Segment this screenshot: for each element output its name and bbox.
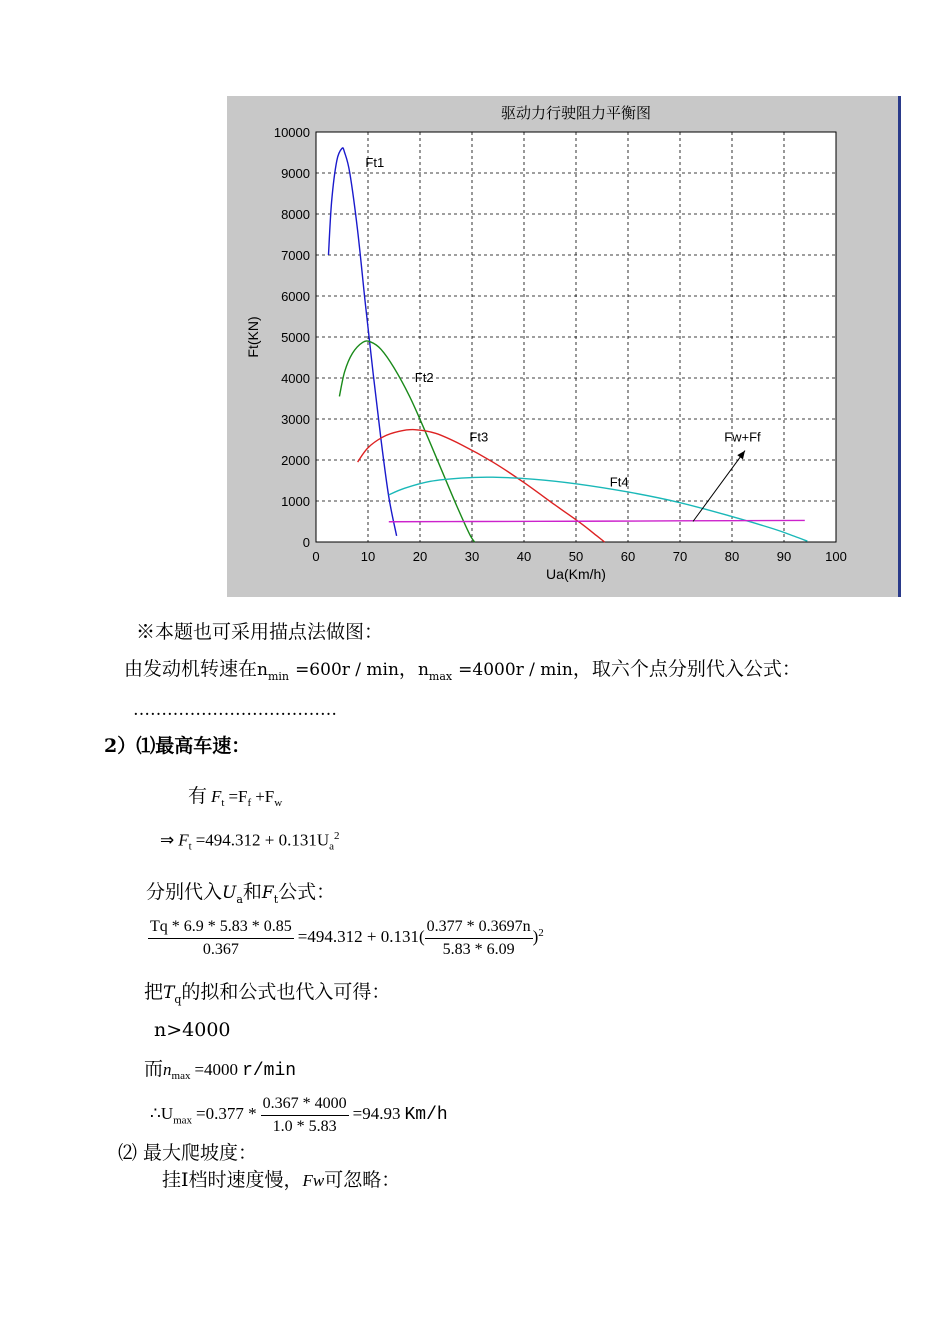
gear-prefix: 挂Ⅰ档时速度慢， bbox=[162, 1169, 303, 1191]
y-tick-label: 2000 bbox=[281, 453, 310, 468]
sub-F: F bbox=[261, 883, 274, 903]
x-tick-label: 40 bbox=[516, 549, 532, 564]
frac2-denominator: 5.83 * 6.09 bbox=[442, 941, 515, 958]
nmax2-sub: max bbox=[171, 1070, 191, 1083]
fraction-torque bbox=[148, 916, 294, 961]
sub-suffix: 公式： bbox=[278, 881, 336, 903]
put-T: T bbox=[163, 983, 175, 1003]
eq2-sub: t bbox=[188, 840, 192, 853]
fraction-speed bbox=[425, 916, 533, 961]
nmax2-n: n bbox=[163, 1060, 172, 1079]
therefore-sub: max bbox=[173, 1114, 193, 1127]
n-result: n>4000 bbox=[154, 1019, 231, 1041]
x-tick-label: 100 bbox=[825, 549, 847, 564]
fraction-umax bbox=[261, 1093, 349, 1138]
eq1-F: F bbox=[211, 787, 222, 806]
x-tick-label: 60 bbox=[620, 549, 636, 564]
sub-prefix: 分别代入 bbox=[146, 881, 223, 903]
note-line: ※本题也可采用描点法做图： bbox=[136, 621, 384, 643]
eq3-end: ) bbox=[532, 927, 539, 947]
eq2-rest: =494.312 + 0.131U bbox=[195, 830, 330, 850]
nmax-value: =4000r / min bbox=[458, 660, 573, 680]
put-prefix: 把 bbox=[144, 981, 164, 1003]
substitute-line bbox=[146, 880, 335, 912]
eq2-sub-a: a bbox=[329, 840, 335, 853]
section-2-heading: 2）⑴最高车速： bbox=[104, 735, 251, 757]
y-tick-label: 7000 bbox=[281, 248, 310, 263]
x-tick-label: 0 bbox=[312, 549, 320, 564]
rpm-prefix: 由发动机转速在 bbox=[124, 658, 258, 680]
eq1-sub-f: f bbox=[247, 797, 252, 810]
x-tick-label: 10 bbox=[360, 549, 376, 564]
implies-arrow: ⇒ bbox=[160, 830, 175, 850]
equation-force-balance bbox=[188, 781, 282, 809]
chart-title: 驱动力行驶阻力平衡图 bbox=[500, 105, 652, 122]
umax-unit: Km/h bbox=[404, 1105, 448, 1126]
y-tick-label: 6000 bbox=[281, 289, 310, 304]
umax-line bbox=[150, 1093, 448, 1138]
y-tick-label: 1000 bbox=[281, 494, 310, 509]
y-tick-label: 3000 bbox=[281, 412, 310, 427]
sub-F-sub: t bbox=[273, 892, 279, 906]
equation-ft-fit bbox=[160, 830, 340, 853]
x-tick-label: 90 bbox=[776, 549, 792, 564]
ellipsis-line: ……………………………… bbox=[133, 700, 337, 720]
frac1-denominator: 0.367 bbox=[202, 941, 239, 958]
you-label: 有 bbox=[188, 786, 208, 807]
y-tick-label: 5000 bbox=[281, 330, 310, 345]
gear-line bbox=[162, 1168, 400, 1193]
nmax2-unit: r/min bbox=[242, 1061, 297, 1081]
y-tick-label: 4000 bbox=[281, 371, 310, 386]
chart-svg bbox=[227, 96, 899, 597]
eq3-sup: 2 bbox=[538, 926, 544, 939]
annotation-label: Fw+Ff bbox=[724, 429, 761, 445]
sub-and: 和 bbox=[242, 881, 262, 903]
x-tick-label: 80 bbox=[724, 549, 740, 564]
figure-border bbox=[898, 96, 901, 597]
x-tick-label: 30 bbox=[464, 549, 480, 564]
put-suffix: 的拟和公式也代入可得： bbox=[181, 981, 391, 1003]
rpm-suffix: ，取六个点分别代入公式： bbox=[572, 658, 801, 680]
therefore-U: ∴U bbox=[150, 1104, 174, 1124]
annotation-label: Ft1 bbox=[365, 154, 385, 170]
gear-Fw: Fw bbox=[302, 1171, 325, 1190]
sub-U-sub: a bbox=[236, 892, 243, 906]
x-axis-label: Ua(Km/h) bbox=[546, 566, 606, 582]
comma: ， bbox=[398, 658, 418, 680]
nmin-sub: min bbox=[267, 669, 290, 683]
umax-mid: =0.377 * bbox=[196, 1104, 257, 1124]
put-T-sub: q bbox=[174, 992, 182, 1006]
x-tick-label: 70 bbox=[672, 549, 688, 564]
frac3-numerator: 0.367 * 4000 bbox=[261, 1093, 349, 1116]
nmin-value: =600r / min bbox=[295, 660, 399, 680]
x-tick-label: 50 bbox=[568, 549, 584, 564]
chart-figure bbox=[227, 96, 899, 597]
frac3-denominator: 1.0 * 5.83 bbox=[272, 1118, 337, 1135]
y-tick-label: 9000 bbox=[281, 166, 310, 181]
annotation-label: Ft4 bbox=[609, 474, 629, 490]
frac1-numerator: Tq * 6.9 * 5.83 * 0.85 bbox=[148, 916, 294, 939]
annotation-label: Ft3 bbox=[469, 429, 489, 445]
nmax-line bbox=[144, 1054, 296, 1082]
eq1-sub-t: t bbox=[221, 797, 225, 810]
x-tick-label: 20 bbox=[412, 549, 428, 564]
section-2b-heading: ⑵ 最大爬坡度： bbox=[118, 1142, 258, 1164]
eq1-sub-w: w bbox=[274, 797, 283, 810]
nmin-symbol: n bbox=[257, 660, 268, 680]
y-tick-label: 8000 bbox=[281, 207, 310, 222]
rpm-paragraph bbox=[124, 657, 801, 689]
y-tick-label: 0 bbox=[302, 535, 310, 550]
er-label: 而 bbox=[144, 1059, 164, 1080]
nmax-symbol: n bbox=[417, 660, 429, 680]
umax-value: =94.93 bbox=[352, 1104, 401, 1124]
eq1-mid: =F bbox=[228, 787, 248, 806]
sub-U: U bbox=[222, 883, 237, 903]
nmax2-value: =4000 bbox=[194, 1060, 239, 1079]
nmax-sub: max bbox=[428, 669, 453, 683]
eq2-F: F bbox=[178, 830, 189, 850]
annotation-label: Ft2 bbox=[414, 370, 434, 386]
eq3-mid: =494.312 + 0.131( bbox=[297, 927, 425, 947]
equation-substituted bbox=[148, 916, 544, 961]
put-line bbox=[144, 980, 390, 1012]
y-axis-label: Ft(KN) bbox=[245, 316, 261, 358]
gear-suffix: 可忽略： bbox=[324, 1169, 401, 1191]
eq2-sup: 2 bbox=[334, 830, 340, 842]
frac2-numerator: 0.377 * 0.3697n bbox=[425, 916, 533, 939]
y-tick-label: 10000 bbox=[273, 125, 310, 140]
eq1-plus: +F bbox=[255, 787, 275, 806]
